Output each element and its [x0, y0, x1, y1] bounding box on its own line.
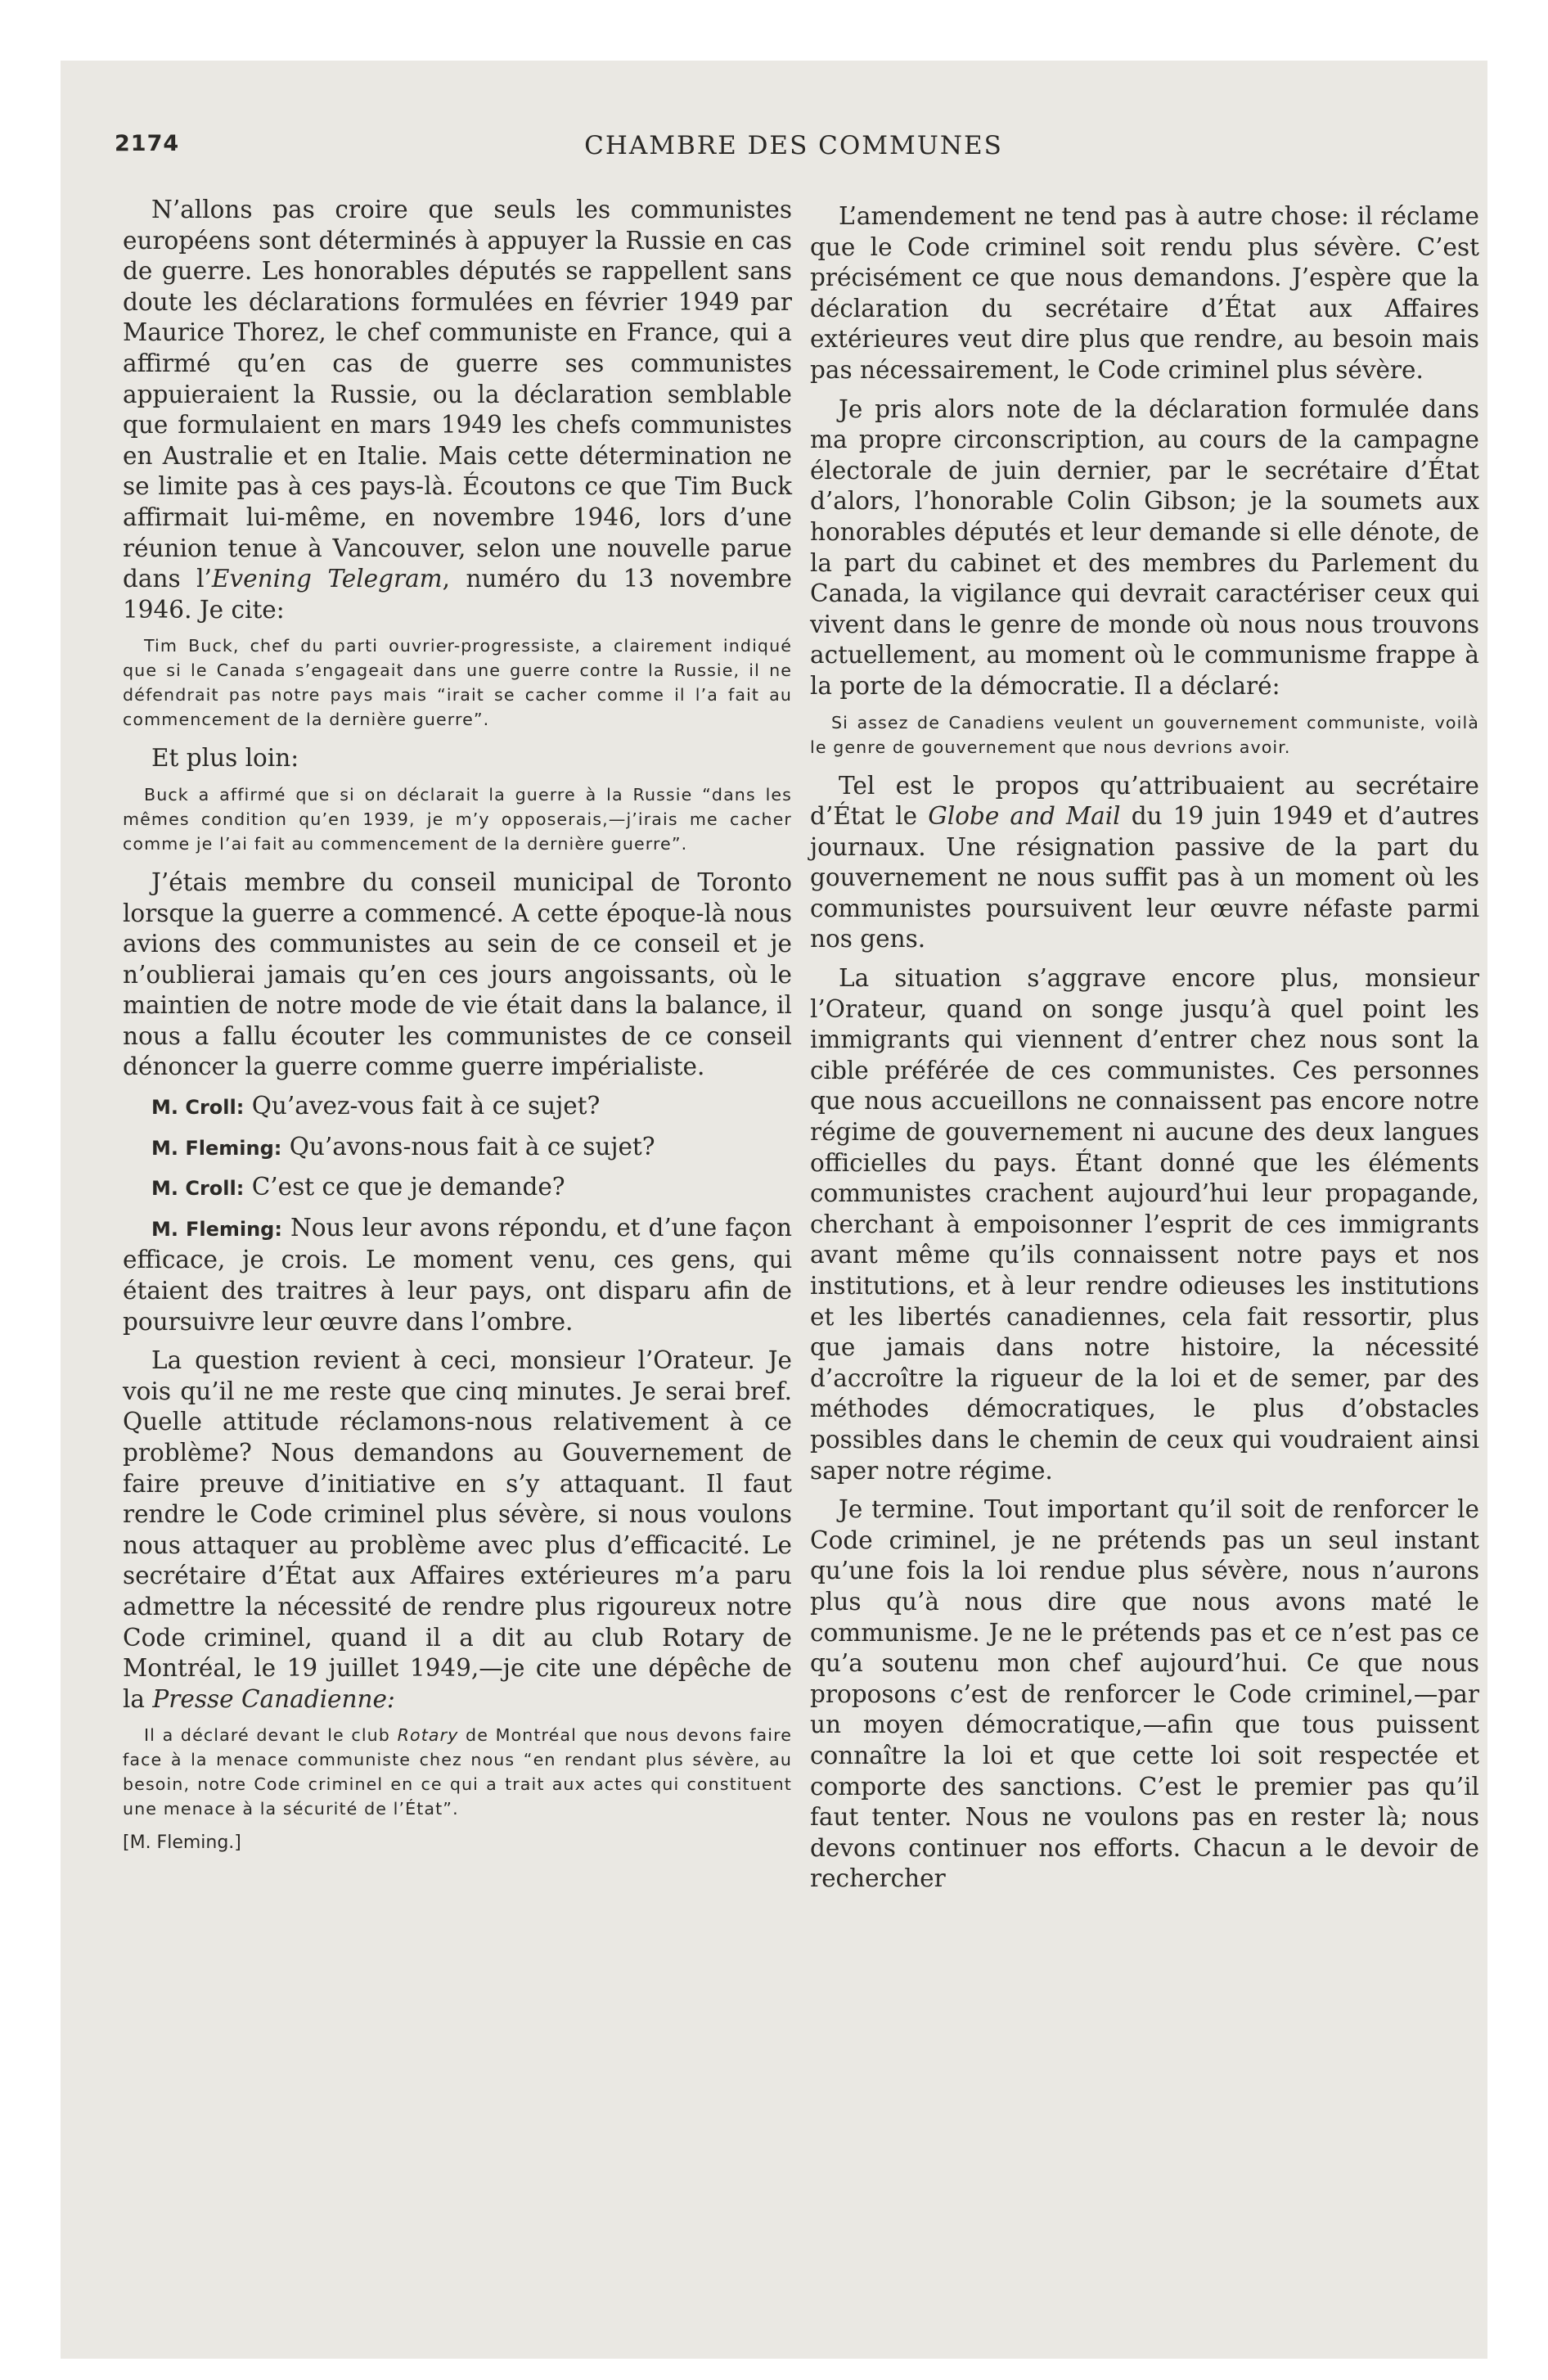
page-number: 2174 — [115, 131, 180, 156]
running-head: CHAMBRE DES COMMUNES — [584, 131, 1003, 160]
paragraph: Je pris alors note de la déclaration formulée dans ma propre circonscription, au cours de la campagne électorale de juin dernier, par le secrétaire d’État d’alors, l’honorable Colin Gibson; je la soumets aux honorables députés et leur demande si elle dénote, de la part du cabinet et des membres du Parlement du Canada, la vigilance qui devrait caractériser ceux qui vivent dans le genre de monde où nous nous trouvons actuellement, au moment où le communisme frappe à la porte de la démocratie. Il a déclaré: — [810, 394, 1479, 700]
speaker-name: M. Croll: — [151, 1096, 245, 1120]
speaker-name: M. Croll: — [151, 1177, 245, 1201]
paragraph-text: La question revient à ceci, monsieur l’Orateur. Je vois qu’il ne me reste que cinq minutes. Je serai bref. Quelle attitude réclamons-nous relativement à ce problème? Nous demandons au Gouvernement de faire preuve d’initiative en s’y attaquant. Il faut rendre le Code criminel plus sévère, si nous voulons nous attaquer au problème avec plus d’efficacité. Le secrétaire d’État aux Affaires extérieures m’a paru admettre la nécessité de rendre plus rigoureux notre Code criminel, quand il a dit au club Rotary de Montréal, le 19 juillet 1949,—je cite une dépêche de la — [123, 1346, 792, 1713]
left-column — [123, 195, 792, 1853]
paragraph — [123, 1346, 792, 1715]
paragraph — [810, 771, 1479, 956]
speaker-attribution: [M. Fleming.] — [123, 1832, 241, 1854]
block-quote: Tim Buck, chef du parti ouvrier-progressiste, a clairement indiqué que si le Canada s’engageait dans une guerre contre la Russie, il ne défendrait pas notre pays mais “irait se cacher comme il l’a fait au commencement de la dernière guerre”. — [123, 636, 792, 730]
paragraph-text: Tel est le propos qu’attribuaient au secrétaire d’État le — [810, 771, 1479, 831]
publication-name: Presse Canadienne: — [152, 1684, 395, 1713]
paragraph: J’étais membre du conseil municipal de Toronto lorsque la guerre a commencé. A cette époque-là nous avions des communistes au sein de ce conseil et je n’oublierai jamais qu’en ces jours angoissants, où le maintien de notre mode de vie était dans la balance, il nous a fallu écouter les communistes de ce conseil dénoncer la guerre comme guerre impérialiste. — [123, 868, 792, 1081]
interjection-text: Qu’avez-vous fait à ce sujet? — [244, 1092, 601, 1120]
speaker-name: M. Fleming: — [151, 1217, 282, 1241]
right-column — [810, 201, 1479, 1903]
interjection-text: Nous leur avons répondu, et d’une façon efficace, je crois. Le moment venu, ces gens, qui étaient des traitres à leur pays, ont disparu afin de poursuivre leur œuvre dans l’ombre. — [123, 1213, 793, 1336]
speaker-name: M. Fleming: — [151, 1136, 282, 1160]
block-quote: Il a déclaré devant le club Rotary de Montréal que nous devons faire face à la menace communiste chez nous “en rendant plus sévère, au besoin, notre Code criminel en ce qui a trait aux actes qui constituent une menace à la sécurité de l’État”. — [123, 1725, 792, 1819]
interjection-text: Qu’avons-nous fait à ce sujet? — [281, 1132, 655, 1161]
interjection — [123, 1213, 792, 1337]
paragraph: N’allons pas croire que seuls les communistes européens sont déterminés à appuyer la Russie en cas de guerre. Les honorables députés se rappellent sans doute les déclarations formulées en février 1949 par Maurice Thorez, le chef communiste en France, qui a affirmé qu’en cas de guerre ses communistes appuieraient la Russie, ou la déclaration semblable que formulaient en mars 1949 les chefs communistes en Australie et en Italie. Mais cette détermination ne se limite pas à ces pays-là. Écoutons ce que Tim Buck affirmait lui-même, en novembre 1946, lors d’une réunion tenue à Vancouver, selon une nouvelle parue dans l’Evening Telegram, numéro du 13 novembre 1946. Je cite: — [123, 196, 792, 624]
block-quote: Si assez de Canadiens veulent un gouvernement communiste, voilà le genre de gouvernement que nous devrions avoir. — [810, 712, 1479, 757]
paragraph: L’amendement ne tend pas à autre chose: il réclame que le Code criminel soit rendu plus sévère. C’est précisément ce que nous demandons. J’espère que la déclaration du secrétaire d’État aux Affaires extérieures veut dire plus que rendre, au besoin mais pas nécessairement, le Code criminel plus sévère. — [810, 202, 1479, 384]
paragraph-text: du 19 juin 1949 et d’autres journaux. Une résignation passive de la part du gouvernement ne nous suffit pas à un moment où les communistes poursuivent leur œuvre néfaste parmi nos gens. — [810, 802, 1479, 953]
interjection — [123, 1132, 792, 1165]
interjection — [123, 1091, 792, 1124]
interjection — [123, 1172, 792, 1205]
publication-name: Globe and Mail — [928, 802, 1121, 831]
paragraph: Et plus loin: — [151, 744, 299, 773]
paragraph: La situation s’aggrave encore plus, monsieur l’Orateur, quand on songe jusqu’à quel point les immigrants qui viennent d’entrer chez nous sont la cible préférée de ces communistes. Ces personnes que nous accueillons ne connaissent pas encore notre régime de gouvernement ni aucune des deux langues officielles du pays. Étant donné que les éléments communistes crachent aujourd’hui leur propagande, cherchant à empoisonner l’esprit de ces immigrants avant même qu’ils connaissent notre pays et nos institutions, et à leur rendre odieuses les institutions et les libertés canadiennes, cela fait ressortir, plus que jamais dans notre histoire, la nécessité d’accroître la rigueur de la loi et de semer, par des méthodes démocratiques, le plus d’obstacles possibles dans le chemin de ceux qui voudraient ainsi saper notre régime. — [810, 964, 1479, 1485]
paragraph: Je termine. Tout important qu’il soit de renforcer le Code criminel, je ne prétends pas un seul instant qu’une fois la loi rendue plus sévère, nous n’aurons plus qu’à nous dire que nous avons maté le communisme. Je ne le prétends pas et ce n’est pas ce qu’a soutenu mon chef aujourd’hui. Ce que nous proposons c’est de renforcer le Code criminel,—par un moyen démocratique,—afin que tous puissent connaître la loi et que cette loi soit respectée et comporte des sanctions. C’est le premier pas qu’il faut tenter. Nous ne voulons pas en rester là; nous devons continuer nos efforts. Chacun a le devoir de rechercher — [810, 1495, 1479, 1893]
interjection-text: C’est ce que je demande? — [244, 1173, 565, 1201]
block-quote: Buck a affirmé que si on déclarait la guerre à la Russie “dans les mêmes condition qu’en 1939, je m’y opposerais,—j’irais me cacher comme je l’ai fait au commencement de la dernière guerre”. — [123, 784, 792, 854]
page-header — [115, 131, 1473, 180]
